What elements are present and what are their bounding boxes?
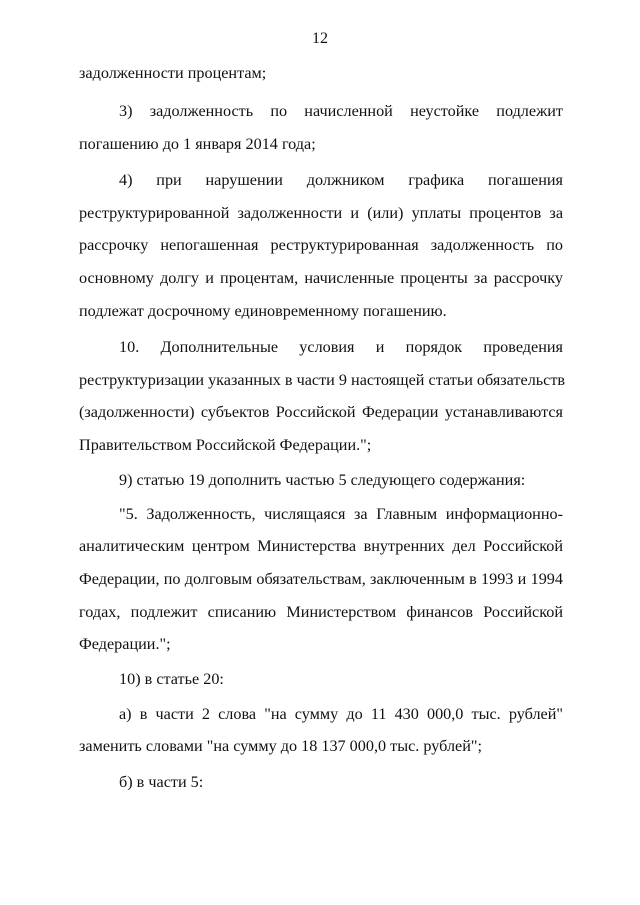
text-line: Федерации.";	[79, 635, 171, 653]
text-line: аналитическим центром Министерства внутренних дел Российской	[79, 537, 563, 555]
text-line: 10) в статье 20:	[119, 670, 224, 688]
text-line: заменить словами "на сумму до 18 137 000,0 тыс. рублей";	[79, 737, 483, 755]
text-line: Федерации, по долговым обязательствам, заключенным в 1993 и 1994	[79, 570, 563, 588]
text-line: 9) статью 19 дополнить частью 5 следующего содержания:	[119, 471, 526, 489]
text-line: (задолженности) субъектов Российской Федерации устанавливаются	[79, 403, 563, 421]
text-line: Правительством Российской Федерации.";	[79, 436, 372, 454]
text-line: погашению до 1 января 2014 года;	[79, 135, 316, 153]
text-line: реструктурированной задолженности и (или) уплаты процентов за	[79, 204, 563, 222]
text-line: подлежат досрочному единовременному погашению.	[79, 302, 447, 320]
text-line: "5. Задолженность, числящаяся за Главным информационно-	[119, 505, 563, 523]
text-line: а) в части 2 слова "на сумму до 11 430 000,0 тыс. рублей"	[119, 705, 563, 723]
text-line: 4) при нарушении должником графика погашения	[119, 171, 563, 189]
text-line: рассрочку непогашенная реструктурированная задолженность по	[79, 236, 563, 254]
text-line: годах, подлежит списанию Министерством финансов Российской	[79, 603, 563, 621]
text-line: задолженности процентам;	[79, 64, 267, 82]
text-line: 3) задолженность по начисленной неустойке подлежит	[119, 102, 563, 120]
text-line: б) в части 5:	[119, 773, 204, 791]
text-line: 10. Дополнительные условия и порядок проведения	[119, 338, 563, 356]
page-number: 12	[312, 30, 328, 47]
text-line: основному долгу и процентам, начисленные проценты за рассрочку	[79, 269, 563, 287]
text-line: реструктуризации указанных в части 9 настоящей статьи обязательств	[79, 371, 566, 389]
